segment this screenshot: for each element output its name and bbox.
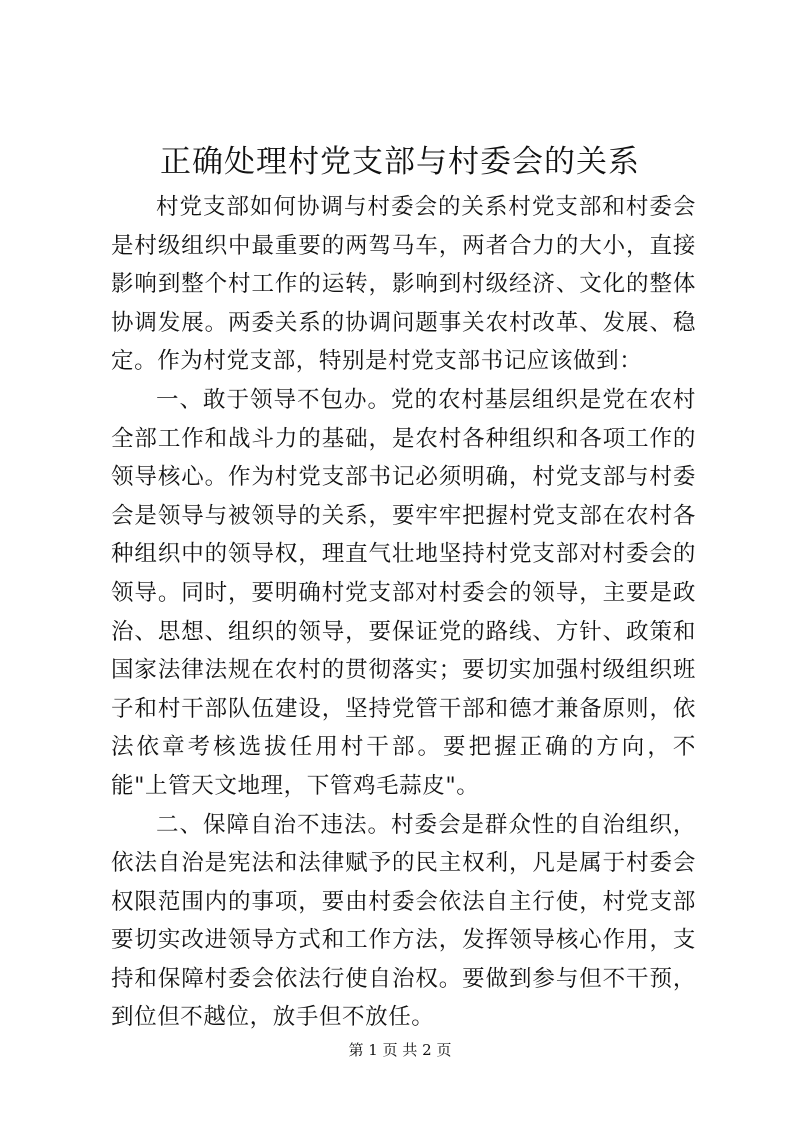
paragraph-intro: 村党支部如何协调与村委会的关系村党支部和村委会是村级组织中最重要的两驾马车，两者合力的大小，直接影响到整个村工作的运转，影响到村级经济、文化的整体协调发展。两委关系的协调问题事关农村改革、发展、稳定。作为村党支部，特别是村党支部书记应该做到：	[111, 194, 696, 375]
document-title: 正确处理村党支部与村委会的关系	[160, 144, 640, 180]
page-number-footer: 第 1 页 共 2 页	[348, 1041, 452, 1059]
paragraph-section-one: 一、敢于领导不包办。党的农村基层组织是党在农村全部工作和战斗力的基础，是农村各种组织和各项工作的领导核心。作为村党支部书记必须明确，村党支部与村委会是领导与被领导的关系，要牢牢把握村党支部在农村各种组织中的领导权，理直气壮地坚持村党支部对村委会的领导。同时，要明确村党支部对村委会的领导，主要是政治、思想、组织的领导，要保证党的路线、方针、政策和国家法律法规在农村的贯彻落实；要切实加强村级组织班子和村干部队伍建设，坚持党管干部和德才兼备原则，依法依章考核选拔任用村干部。要把握正确的方向，不能"上管天文地理，下管鸡毛蒜皮"。	[111, 386, 696, 799]
document-body	[111, 188, 696, 1037]
paragraph-section-two: 二、保障自治不违法。村委会是群众性的自治组织，依法自治是宪法和法律赋予的民主权利，凡是属于村委会权限范围内的事项，要由村委会依法自主行使，村党支部要切实改进领导方式和工作方法，发挥领导核心作用，支持和保障村委会依法行使自治权。要做到参与但不干预，到位但不越位，放手但不放任。	[111, 811, 696, 1031]
